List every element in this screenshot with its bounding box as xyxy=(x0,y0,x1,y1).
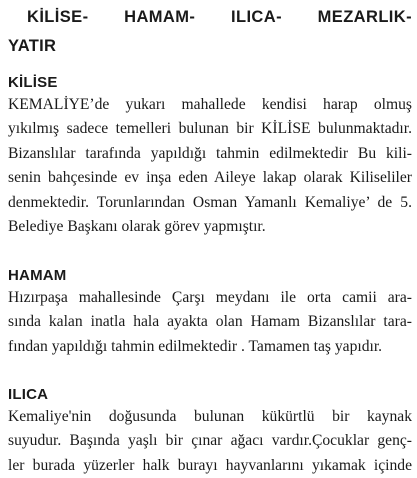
paragraph-line: ler burada yüzerler halk burayı hayvanlarını yıkamak içinde xyxy=(8,456,412,474)
title-line-2: YATIR xyxy=(8,37,57,55)
section-paragraph xyxy=(8,405,412,478)
section-heading: KİLİSE xyxy=(8,74,58,91)
paragraph-line: Kemaliye'nin doğusunda bulunan kükürtlü bir kaynak xyxy=(8,408,412,425)
section-heading: ILICA xyxy=(8,386,49,403)
paragraph-line: senin bahçesinde ev inşa eden Aileye lakap olarak Kiliseliler xyxy=(8,169,412,187)
document-title xyxy=(8,3,412,61)
section-paragraph xyxy=(8,93,412,239)
paragraph-line: Hızırpaşa mahallesinde Çarşı meydanı ile orta camii ara- xyxy=(8,289,412,306)
section-paragraph xyxy=(8,286,412,359)
section-heading: HAMAM xyxy=(8,267,67,284)
section-kilise xyxy=(8,72,412,239)
title-part-mezarlik: MEZARLIK- xyxy=(317,8,412,26)
title-part-ilica: ILICA- xyxy=(230,8,282,26)
paragraph-line: Belediye Başkanı olarak görev yapmıştır. xyxy=(8,218,266,236)
paragraph-line: KEMALİYE’de yukarı mahallede kendisi harap olmuş xyxy=(8,96,412,113)
paragraph-line: suyudur. Başında yaşlı bir çınar ağacı vardır.Çocuklar genç- xyxy=(8,432,412,450)
section-hamam xyxy=(8,265,412,359)
paragraph-line: denmektedir. Torunlarından Osman Yamanlı Kemaliye’ de 5. xyxy=(8,193,412,211)
paragraph-line: Bizanslılar tarafında yapıldığı tahmin edilmektedir Bu kili- xyxy=(8,144,412,162)
paragraph-line: sında kalan inatla hala ayakta olan Hamam Bizanslılar tara- xyxy=(8,313,412,331)
section-ilica xyxy=(8,384,412,478)
title-part-hamam: HAMAM- xyxy=(124,8,196,26)
title-part-kilise: KİLİSE- xyxy=(27,8,89,26)
paragraph-line: fından yapıldığı tahmin edilmektedir . Tamamen taş yapıdır. xyxy=(8,337,383,355)
paragraph-line: yıkılmış sadece temelleri bulunan bir KİLİSE bulunmaktadır. xyxy=(8,120,412,138)
title-line-1 xyxy=(8,3,412,32)
